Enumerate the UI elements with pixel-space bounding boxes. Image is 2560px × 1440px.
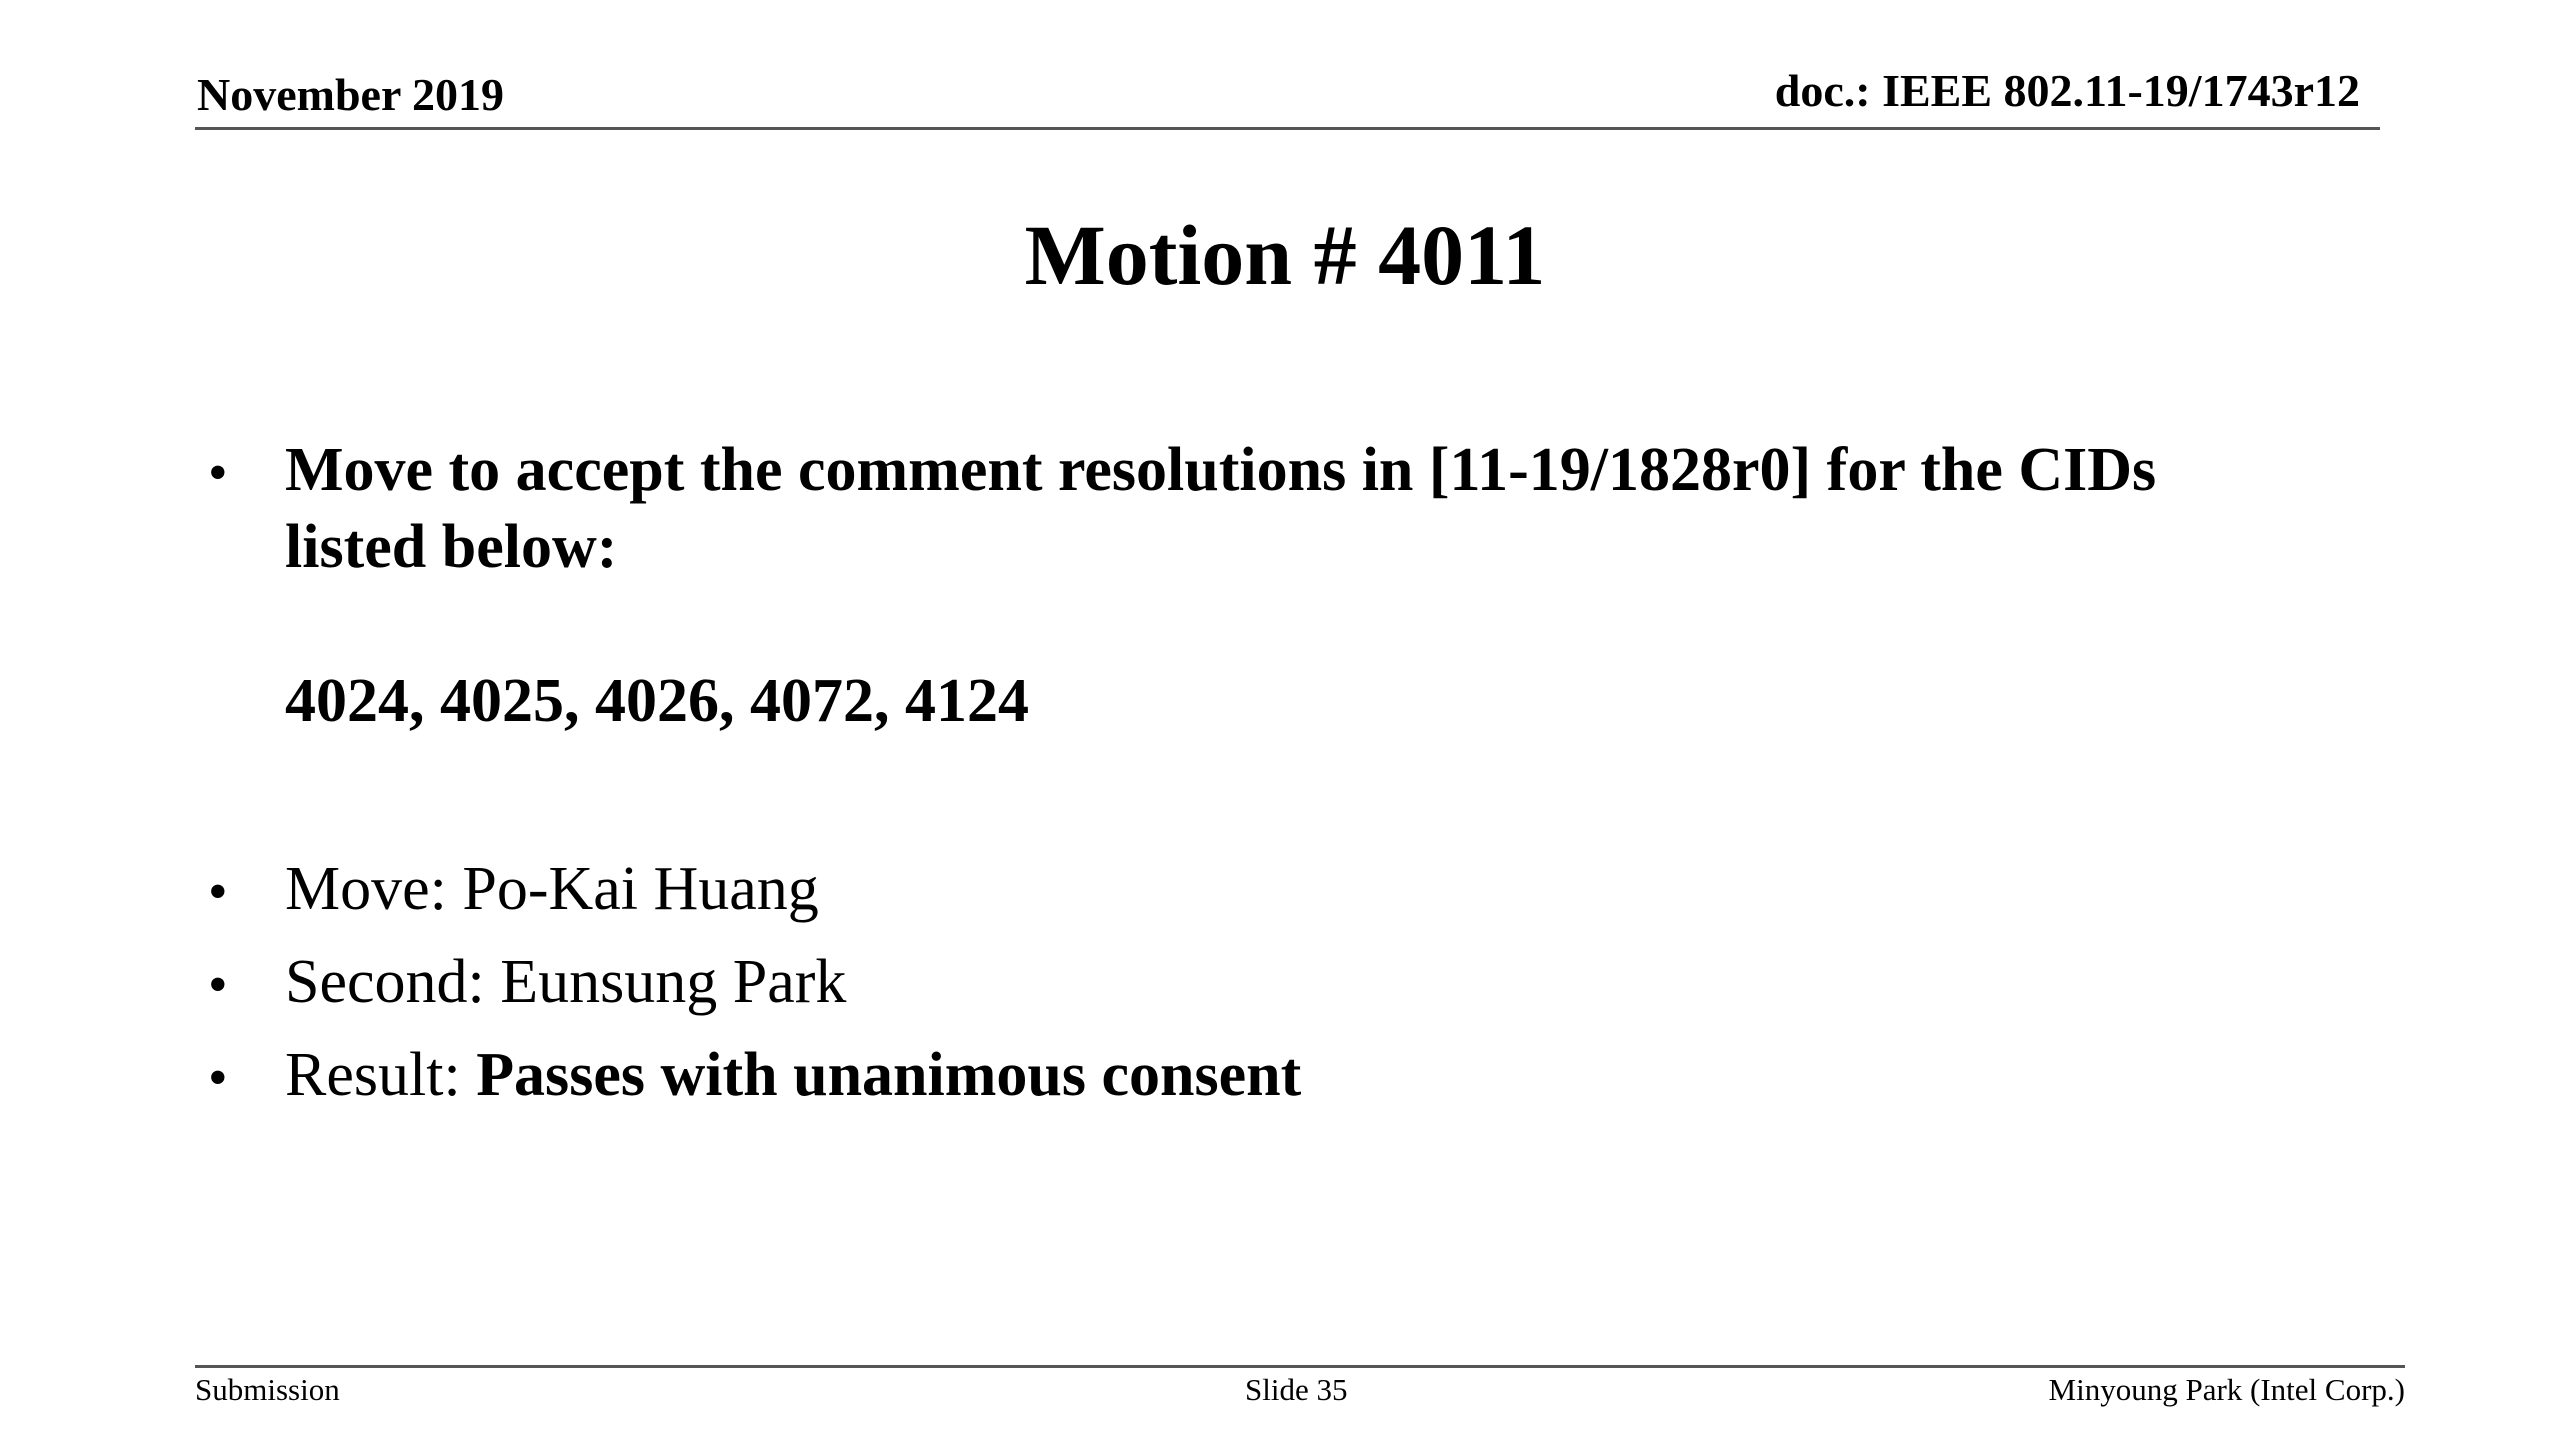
- bullet-marker: •: [208, 442, 228, 504]
- bullet-marker: •: [208, 1047, 228, 1109]
- result-value: Passes with unanimous consent: [476, 1041, 1302, 1109]
- footer-divider: [195, 1365, 2405, 1368]
- result-line: [285, 1037, 1301, 1115]
- bullet-marker: •: [208, 954, 228, 1016]
- move-text: Move: Po-Kai Huang: [285, 855, 819, 923]
- result-label: Result:: [285, 1041, 477, 1109]
- motion-text-line2: listed below:: [285, 513, 618, 581]
- header-doc-id: doc.: IEEE 802.11-19/1743r12: [1774, 65, 2360, 116]
- header-divider: [195, 127, 2380, 130]
- motion-text-line1: Move to accept the comment resolutions in [11-19/1828r0] for the CIDs: [285, 436, 2157, 504]
- header-date: November 2019: [197, 69, 505, 120]
- bullet-marker: •: [208, 861, 228, 923]
- footer-submission: Submission: [195, 1372, 340, 1407]
- footer-slide-number: Slide 35: [1245, 1372, 1348, 1407]
- footer-author: Minyoung Park (Intel Corp.): [2048, 1372, 2405, 1407]
- slide-title: Motion # 4011: [1024, 207, 1546, 303]
- second-text: Second: Eunsung Park: [285, 948, 847, 1016]
- cid-list: 4024, 4025, 4026, 4072, 4124: [285, 667, 1029, 735]
